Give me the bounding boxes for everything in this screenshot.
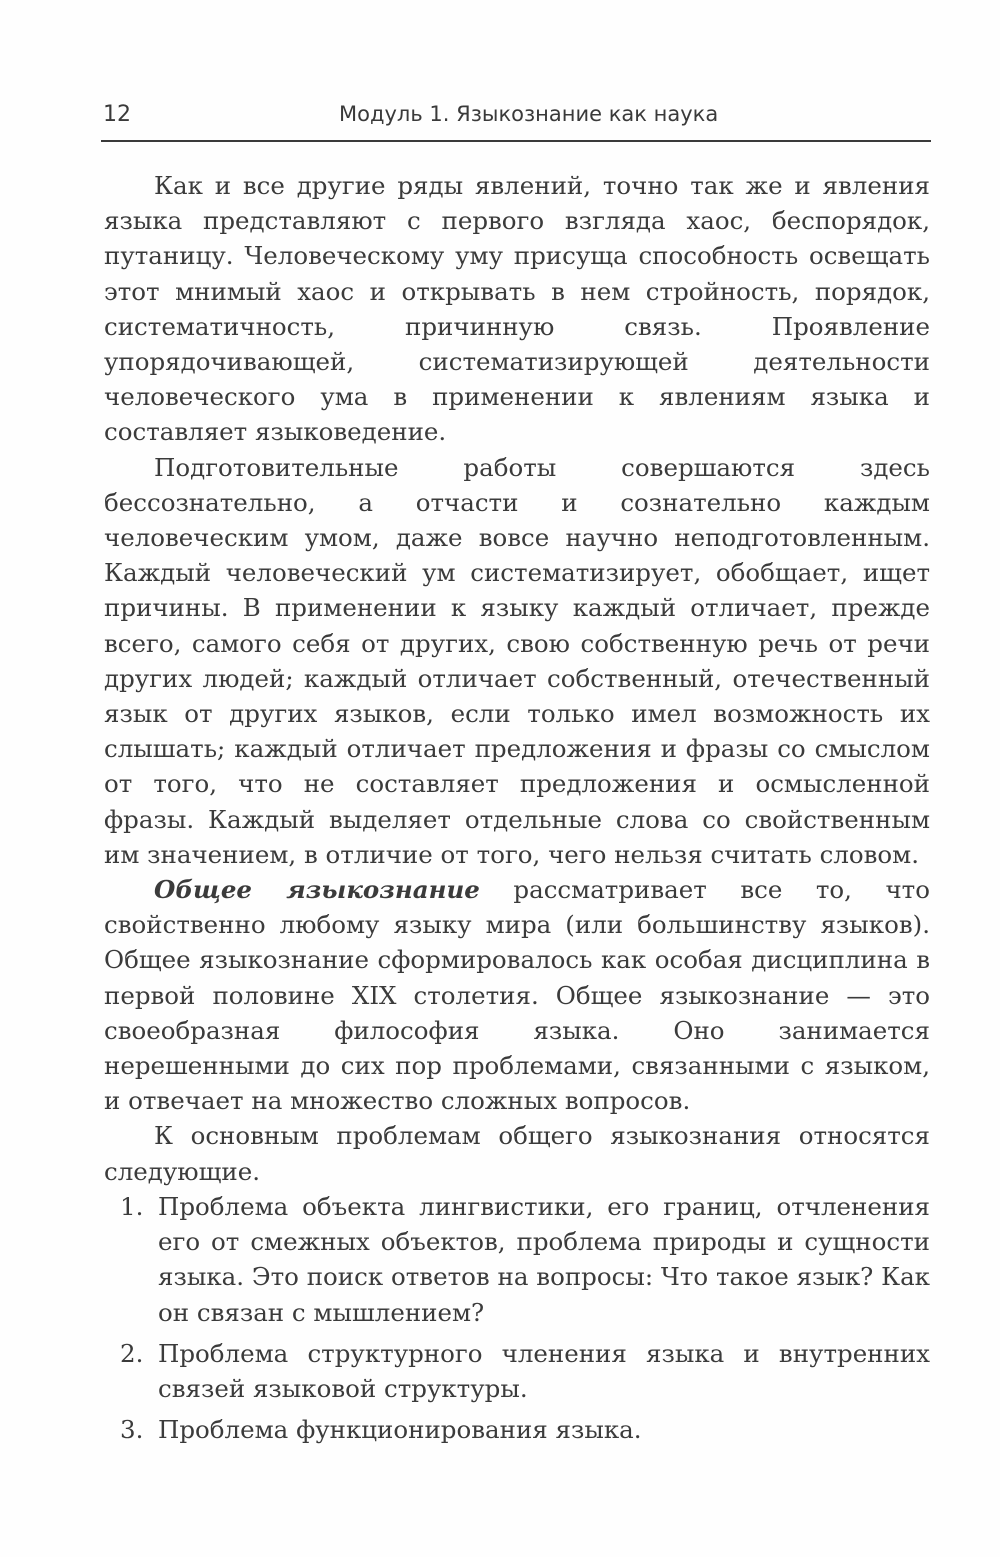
list-item-text: Проблема объекта лингвистики, его границ, отчленения его от смежных объектов, проблема природы и сущности языка. Это поиск ответов на вопросы: Что такое язык? Как он связан с мышлением?	[158, 1191, 930, 1327]
page-number: 12	[103, 102, 131, 127]
list-item-text: Проблема функционирования языка.	[158, 1415, 642, 1445]
list-intro: К основным проблемам общего языкознания относятся следующие.	[104, 1121, 930, 1186]
problems-list	[104, 1189, 930, 1447]
paragraph-preparatory-work: Подготовительные работы совершаются здесь бессознательно, а отчасти и сознательно каждым человеческим умом, даже вовсе научно неподготовленным. Каждый человеческий ум систематизирует, обобщает, ищет причины. В применении к языку каждый отличает, прежде всего, самого себя от других, свою собственную речь от речи других людей; каждый отличает собственный, отечественный язык от других языков, если только имел возможность их слышать; каждый отличает предложения и фразы со смыслом от того, что не составляет предложения и осмысленной фразы. Каждый выделяет отдельные слова со свойственным им значением, в отличие от того, чего нельзя считать словом.	[104, 452, 930, 869]
list-item-number: 3.	[120, 1415, 144, 1445]
list-item-text: Проблема структурного членения языка и внутренних связей языковой структуры.	[158, 1338, 930, 1403]
list-item-number: 2.	[120, 1338, 144, 1368]
list-item	[106, 1412, 930, 1447]
term-general-linguistics: Общее языкознание	[154, 875, 480, 905]
list-item-number: 1.	[120, 1191, 144, 1221]
paragraph-chaos: Как и все другие ряды явлений, точно так же и явления языка представляют с первого взгляда хаос, беспорядок, путаницу. Человеческому уму присуща способность освещать этот мнимый хаос и открывать в нем стройность, порядок, систематичность, причинную связь. Проявление упорядочивающей, систематизирующей деятельности человеческого ума в применении к явлениям языка и составляет языковедение.	[104, 171, 930, 447]
running-title: Модуль 1. Языкознание как наука	[339, 102, 719, 126]
running-header	[101, 96, 931, 142]
body-text	[104, 168, 930, 1447]
general-linguistics-definition: рассматривает все то, что свойственно любому языку мира (или большинству языков). Общее языкознание сформировалось как особая дисциплина в первой половине XIX столетия. Общее языкознание — это своеобразная философия языка. Оно занимается нерешенными до сих пор проблемами, связанными с языком, и отвечает на множество сложных вопросов.	[104, 875, 930, 1116]
list-item	[106, 1336, 930, 1406]
list-item	[106, 1189, 930, 1330]
paragraph-general-linguistics	[104, 872, 930, 1118]
